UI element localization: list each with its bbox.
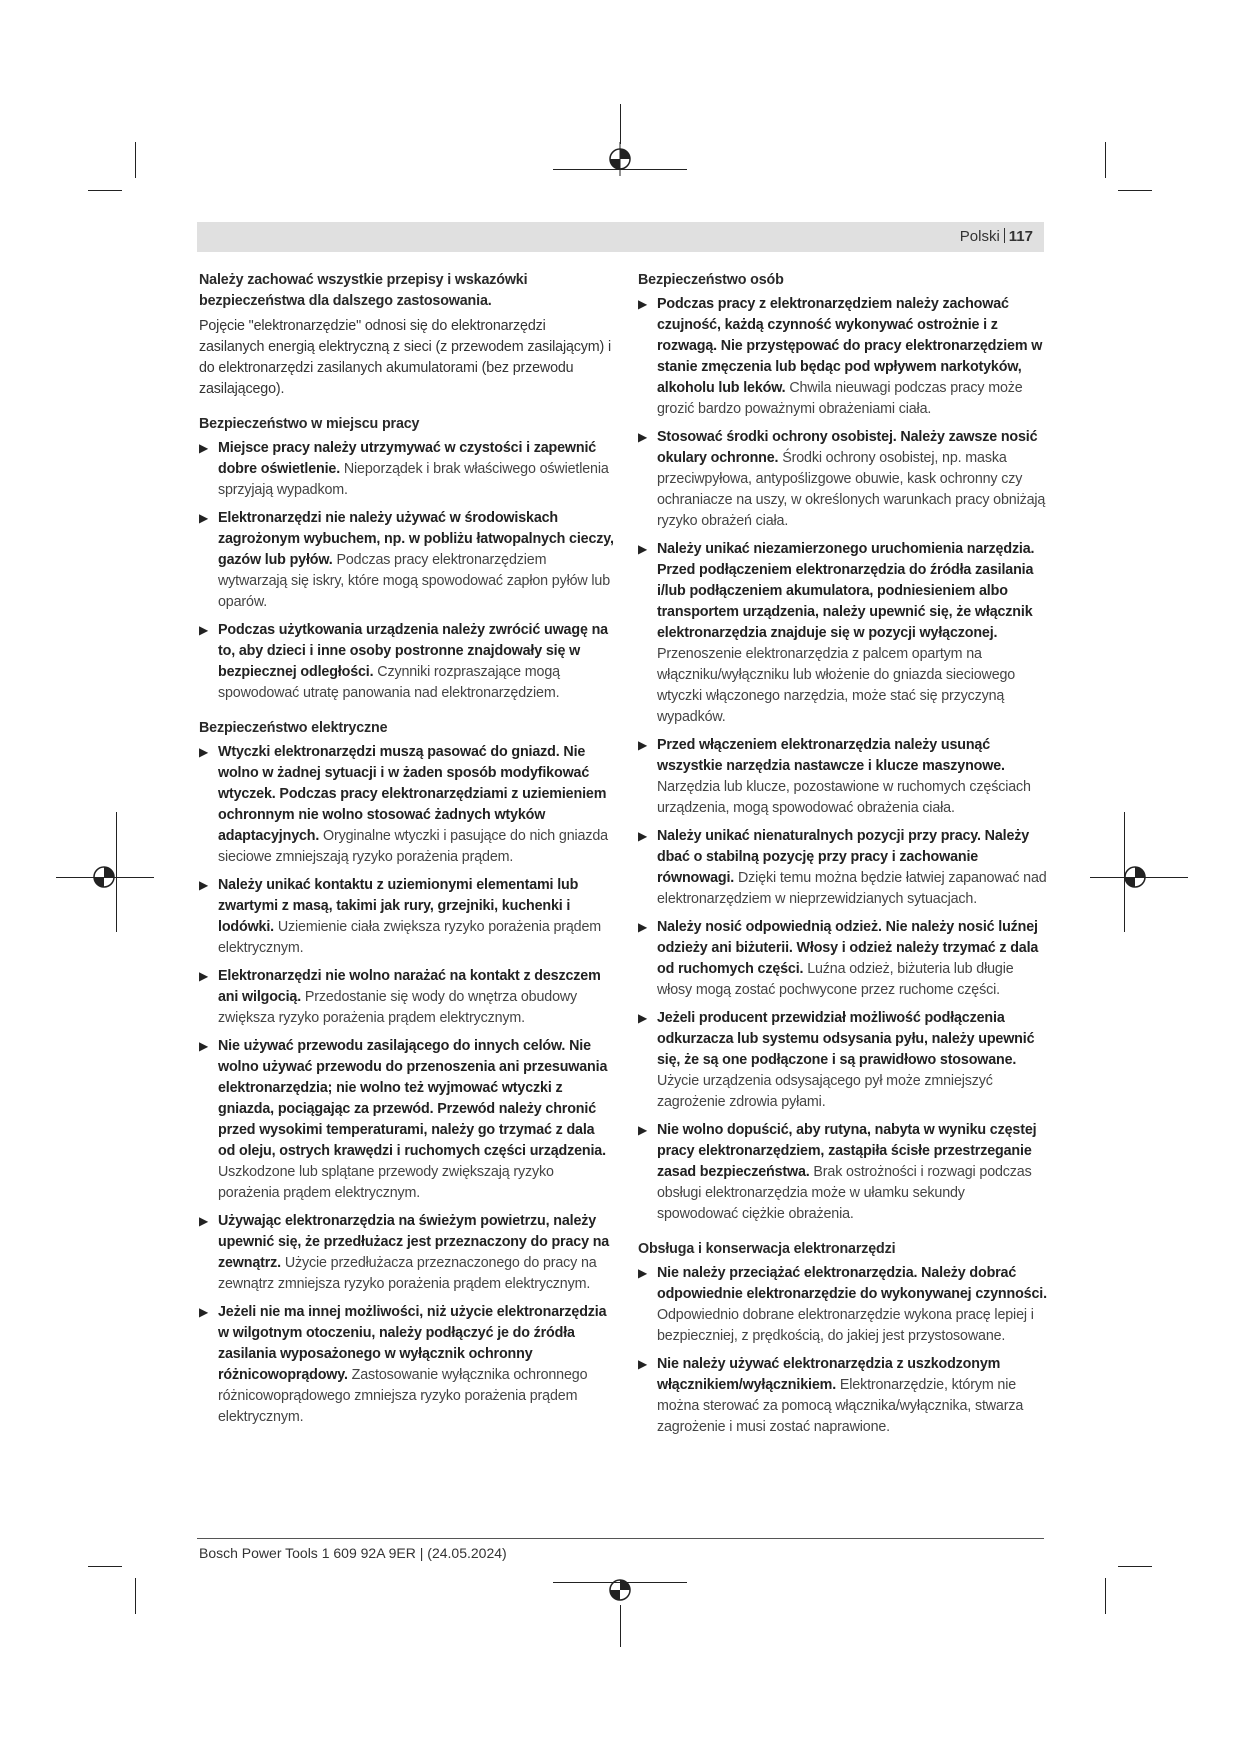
right-sections: [638, 270, 1049, 1438]
crop-mark-bottom-right-v: [1105, 1578, 1106, 1614]
safety-item-text: Chwila nieuwagi podczas pracy może grozić bardzo poważnymi obrażeniami ciała.: [657, 380, 1023, 417]
safety-item-text: Luźna odzież, biżuteria lub długie włosy mogą zostać pochwycone przez ruchome części.: [657, 961, 1014, 998]
bullet-arrow-icon: ▶: [638, 738, 648, 752]
section-title: Bezpieczeństwo osób: [638, 272, 784, 288]
bullet-arrow-icon: ▶: [199, 745, 209, 759]
registration-stem-bottom: [620, 1605, 621, 1647]
crop-mark-top-left-h: [88, 190, 122, 191]
safety-item-bold: Podczas pracy z elektronarzędziem należy zachować czujność, każdą czynność wykonywać ostrożnie i z rozwagą. Nie przystępować do pracy elektronarzędziem w stanie zmęczenia lub będąc pod wpływem narkotyków, alkoholu lub leków.: [657, 296, 1043, 396]
safety-item-text: Przedostanie się wody do wnętrza obudowy zwiększa ryzyko porażenia prądem elektrycznym.: [218, 989, 578, 1026]
page-number: 117: [1008, 228, 1033, 245]
bullet-arrow-icon: ▶: [638, 1123, 648, 1137]
safety-item-text: Przenoszenie elektronarzędzia z palcem opartym na włączniku/wyłączniku lub włożenie do gniazda sieciowego wtyczki włączonego narzędzia, może stać się przyczyną wypadków.: [657, 646, 1016, 725]
safety-item-text: Brak ostrożności i rozwagi podczas obsługi elektronarzędzia może w ułamku sekundy spowodować ciężkie obrażenia.: [657, 1164, 1032, 1222]
bullet-arrow-icon: ▶: [638, 1357, 648, 1371]
safety-item-text: Użycie urządzenia odsysającego pył może zmniejszyć zagrożenie zdrowia pyłami.: [657, 1073, 993, 1110]
safety-item-bold: Nie należy używać elektronarzędzia z uszkodzonym włącznikiem/wyłącznikiem.: [657, 1356, 1001, 1393]
safety-item-text: Elektronarzędzie, którym nie można sterować za pomocą włącznika/wyłącznika, stwarza zagrożenie i musi zostać naprawione.: [657, 1377, 1024, 1435]
bullet-arrow-icon: ▶: [638, 297, 648, 311]
safety-item: [199, 1211, 614, 1295]
safety-item-text: Narzędzia lub klucze, pozostawione w ruchomych częściach urządzenia, mogą spowodować obrażenia ciała.: [657, 779, 1031, 816]
safety-item-bold: Elektronarzędzi nie należy używać w środowiskach zagrożonym wybuchem, np. w pobliżu łatwopalnych cieczy, gazów lub pyłów.: [218, 510, 614, 568]
page-header: [197, 222, 1044, 252]
bullet-arrow-icon: ▶: [638, 1266, 648, 1280]
section-title: Bezpieczeństwo w miejscu pracy: [199, 416, 420, 432]
registration-line-right-v: [1124, 812, 1125, 932]
safety-item-text: Użycie przedłużacza przeznaczonego do pracy na zewnątrz zmniejsza ryzyko porażenia prądem elektrycznym.: [218, 1255, 597, 1292]
safety-item-text: Uszkodzone lub splątane przewody zwiększają ryzyko porażenia prądem elektrycznym.: [218, 1164, 554, 1201]
safety-item-text: Środki ochrony osobistej, np. maska przeciwpyłowa, antypoślizgowe obuwie, kask ochronny czy ochraniacze na uszy, w określonych warunkach pracy obniżają ryzyko obrażeń ciała.: [657, 450, 1046, 529]
registration-mark-top-icon: [603, 142, 637, 176]
safety-item-bold: Nie używać przewodu zasilającego do innych celów. Nie wolno używać przewodu do przenoszenia ani przesuwania elektronarzędzia; nie wolno też wyjmować wtyczki z gniazda, pociągając za przewód. Przewód należy chronić przed wysokimi temperaturami, należy go trzymać z dala od oleju, ostrych krawędzi i ruchomych części urządzenia.: [218, 1038, 608, 1159]
registration-stem-top: [620, 104, 621, 144]
safety-item-bold: Używając elektronarzędzia na świeżym powietrzu, należy upewnić się, że przedłużacz jest przeznaczony do pracy na zewnątrz.: [218, 1213, 610, 1271]
section-title: Bezpieczeństwo elektryczne: [199, 720, 388, 736]
registration-line-bottom: [553, 1582, 687, 1583]
safety-item-text: Dzięki temu można będzie łatwiej zapanować nad elektronarzędziem w nieprzewidzianych sytuacjach.: [657, 870, 1047, 907]
bullet-arrow-icon: ▶: [199, 441, 209, 455]
bullet-arrow-icon: ▶: [199, 1039, 209, 1053]
bullet-arrow-icon: ▶: [199, 969, 209, 983]
safety-item: [199, 1036, 614, 1204]
bullet-arrow-icon: ▶: [638, 829, 648, 843]
safety-item-text: Uziemienie ciała zwiększa ryzyko porażenia prądem elektrycznym.: [218, 919, 602, 956]
safety-item: [199, 620, 614, 704]
safety-item-bold: Jeżeli nie ma innej możliwości, niż użycie elektronarzędzia w wilgotnym otoczeniu, należy podłączyć je do źródła zasilania wyposażonego w wyłącznik ochronny różnicowoprądowy.: [218, 1304, 607, 1383]
intro-text: Pojęcie "elektronarzędzie" odnosi się do elektronarzędzi zasilanych energią elektryczną z sieci (z przewodem zasilającym) i do elektronarzędzi zasilanych akumulatorami (bez przewodu zasilającego).: [199, 318, 612, 397]
right-column: [638, 270, 1049, 1445]
safety-item-text: Zastosowanie wyłącznika ochronnego różnicowoprądowego zmniejsza ryzyko porażenia prądem elektrycznym.: [218, 1367, 588, 1425]
safety-item-bold: Należy unikać niezamierzonego uruchomienia narzędzia. Przed podłączeniem elektronarzędzia do źródła zasilania i/lub podłączeniem akumulatora, podniesieniem albo transportem urządzenia, należy upewnić się, że włącznik elektronarzędzia znajduje się w pozycji wyłączonej.: [657, 541, 1035, 641]
bullet-arrow-icon: ▶: [638, 1011, 648, 1025]
safety-item-text: Odpowiednio dobrane elektronarzędzie wykona pracę lepiej i bezpieczniej, z prędkością, do jakiej jest przystosowane.: [657, 1307, 1034, 1344]
crop-mark-top-left-v: [135, 142, 136, 178]
safety-item: [638, 1008, 1049, 1113]
safety-item: [638, 826, 1049, 910]
crop-mark-bottom-right-h: [1118, 1566, 1152, 1567]
safety-item: [199, 508, 614, 613]
footer-divider: [197, 1538, 1044, 1539]
safety-item-text: Czynniki rozpraszające mogą spowodować utratę panowania nad elektronarzędziem.: [218, 664, 560, 701]
header-language: Polski: [959, 228, 1000, 245]
bullet-arrow-icon: ▶: [199, 511, 209, 525]
safety-item: [638, 539, 1049, 728]
safety-item: [638, 1263, 1049, 1347]
safety-item: [638, 427, 1049, 532]
intro-bold-text: Należy zachować wszystkie przepisy i wskazówki bezpieczeństwa dla dalszego zastosowania.: [199, 272, 528, 309]
safety-item: [638, 294, 1049, 420]
left-sections: [199, 414, 614, 1428]
header-separator: [1004, 228, 1005, 243]
safety-item-text: Oryginalne wtyczki i pasujące do nich gniazda sieciowe zmniejszają ryzyko porażenia prądem.: [218, 828, 608, 865]
safety-item-bold: Należy unikać nienaturalnych pozycji przy pracy. Należy dbać o stabilną pozycję przy pracy i zachowanie równowagi.: [657, 828, 1030, 886]
safety-item: [638, 735, 1049, 819]
section-title: Obsługa i konserwacja elektronarzędzi: [638, 1241, 896, 1257]
safety-item-bold: Miejsce pracy należy utrzymywać w czystości i zapewnić dobre oświetlenie.: [218, 440, 597, 477]
safety-item: [199, 1302, 614, 1428]
safety-item-bold: Wtyczki elektronarzędzi muszą pasować do gniazd. Nie wolno w żadnej sytuacji i w żaden sposób modyfikować wtyczek. Podczas pracy elektronarzędziami z uziemieniem ochronnym nie wolno stosować żadnych wtyków adaptacyjnych.: [218, 744, 607, 844]
safety-item: [199, 438, 614, 501]
bullet-arrow-icon: ▶: [199, 878, 209, 892]
page-header-text: [960, 228, 1033, 245]
safety-item: [638, 1120, 1049, 1225]
safety-item: [199, 742, 614, 868]
bullet-arrow-icon: ▶: [638, 542, 648, 556]
safety-item: [199, 966, 614, 1029]
registration-line-left-v: [116, 812, 117, 932]
safety-item-bold: Podczas użytkowania urządzenia należy zwrócić uwagę na to, aby dzieci i inne osoby postronne znajdowały się w bezpiecznej odległości.: [218, 622, 608, 680]
safety-item-bold: Należy nosić odpowiednią odzież. Nie należy nosić luźnej odzieży ani biżuterii. Włosy i odzież należy trzymać z dala od ruchomych części.: [657, 919, 1039, 977]
registration-line-top: [553, 169, 687, 170]
safety-item-bold: Jeżeli producent przewidział możliwość podłączenia odkurzacza lub systemu odsysania pyłu, należy upewnić się, że są one podłączone i są prawidłowo stosowane.: [657, 1010, 1035, 1068]
bullet-arrow-icon: ▶: [199, 1305, 209, 1319]
safety-item-bold: Elektronarzędzi nie wolno narażać na kontakt z deszczem ani wilgocią.: [218, 968, 601, 1005]
safety-item-bold: Stosować środki ochrony osobistej. Należy zawsze nosić okulary ochronne.: [657, 429, 1038, 466]
safety-item: [638, 1354, 1049, 1438]
safety-item: [199, 875, 614, 959]
left-column: [199, 270, 614, 1435]
safety-item-bold: Nie należy przeciążać elektronarzędzia. Należy dobrać odpowiednie elektronarzędzie do wykonywanej czynności.: [657, 1265, 1047, 1302]
crop-mark-bottom-left-h: [88, 1566, 122, 1567]
registration-line-right-h: [1090, 877, 1188, 878]
bullet-arrow-icon: ▶: [199, 1214, 209, 1228]
crop-mark-bottom-left-v: [135, 1578, 136, 1614]
registration-mark-bottom-icon: [603, 1573, 637, 1607]
crop-mark-top-right-h: [1118, 190, 1152, 191]
bullet-arrow-icon: ▶: [199, 623, 209, 637]
safety-item-bold: Nie wolno dopuścić, aby rutyna, nabyta w wyniku częstej pracy elektronarzędziem, zastąpiła ścisłe przestrzeganie zasad bezpieczeństwa.: [657, 1122, 1037, 1180]
registration-line-left-h: [56, 877, 154, 878]
footer-text: Bosch Power Tools 1 609 92A 9ER | (24.05.2024): [199, 1545, 507, 1561]
bullet-arrow-icon: ▶: [638, 430, 648, 444]
safety-item: [638, 917, 1049, 1001]
crop-mark-top-right-v: [1105, 142, 1106, 178]
bullet-arrow-icon: ▶: [638, 920, 648, 934]
safety-item-text: Nieporządek i brak właściwego oświetlenia sprzyjają wypadkom.: [218, 461, 609, 498]
safety-item-bold: Należy unikać kontaktu z uziemionymi elementami lub zwartymi z masą, takimi jak rury, grzejniki, kuchenki i lodówki.: [218, 877, 579, 935]
safety-item-bold: Przed włączeniem elektronarzędzia należy usunąć wszystkie narzędzia nastawcze i klucze maszynowe.: [657, 737, 1005, 774]
safety-item-text: Podczas pracy elektronarzędziem wytwarzają się iskry, które mogą spowodować zapłon pyłów lub oparów.: [218, 552, 611, 610]
